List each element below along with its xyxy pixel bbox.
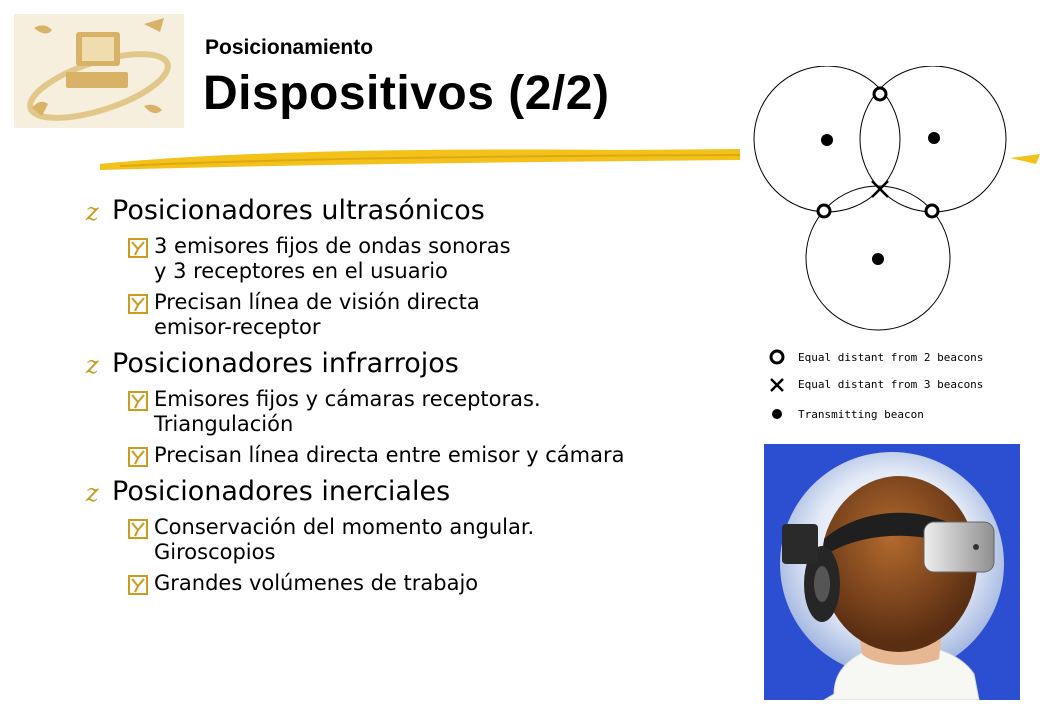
equidistant-2-circle [818, 205, 830, 217]
sub-bullet-line: Conservación del momento angular. [154, 515, 535, 539]
bullet-list [86, 194, 766, 596]
bullet-infrared [86, 347, 766, 381]
checkbox-marker-icon [128, 575, 148, 595]
beacon-diagram [748, 66, 1040, 436]
slide-title: Dispositivos (2/2) [203, 67, 610, 120]
sub-bullet [86, 290, 766, 340]
sub-bullet [86, 387, 766, 437]
bullet-inertial [86, 475, 766, 509]
checkbox-marker-icon [128, 238, 148, 258]
sub-bullet-line: emisor-receptor [154, 315, 321, 339]
legend-label: Equal distant from 3 beacons [798, 378, 984, 391]
legend-label: Equal distant from 2 beacons [798, 351, 984, 364]
bullet-text: Posicionadores infrarrojos [112, 348, 459, 379]
sub-bullet-line: Emisores fijos y cámaras receptoras. [154, 387, 541, 411]
sub-bullet-line: 3 emisores fijos de ondas sonoras [154, 234, 511, 258]
sub-bullet-line: Giroscopios [154, 540, 276, 564]
transmitting-beacon-dot [928, 132, 940, 144]
transmitting-beacon-dot [872, 253, 884, 265]
legend-cross-icon [771, 379, 783, 391]
bullet-ultrasonic [86, 194, 766, 228]
legend-label: Transmitting beacon [798, 408, 924, 421]
bullet-text: Posicionadores ultrasónicos [112, 195, 485, 226]
sub-bullet-line: Grandes volúmenes de trabajo [154, 571, 479, 595]
sub-bullet-line: y 3 receptores en el usuario [154, 259, 448, 283]
sub-bullet [86, 571, 766, 596]
legend-dot-icon [772, 409, 782, 419]
sub-bullet [86, 234, 766, 284]
sub-bullet-line: Precisan línea de visión directa [154, 290, 480, 314]
checkbox-marker-icon [128, 519, 148, 539]
logo [14, 14, 184, 128]
equidistant-2-circle [926, 205, 938, 217]
sub-bullet [86, 443, 766, 468]
legend-circle-icon [771, 351, 783, 363]
sub-bullet-line: Triangulación [154, 412, 294, 436]
head-tracker-photo [764, 444, 1020, 700]
checkbox-marker-icon [128, 447, 148, 467]
bullet-text: Posicionadores inerciales [112, 476, 451, 507]
sub-bullet [86, 515, 766, 565]
slide-subtitle: Posicionamiento [205, 36, 374, 59]
bullet-marker-icon: z [86, 198, 99, 226]
checkbox-marker-icon [128, 294, 148, 314]
equidistant-2-circle [874, 88, 886, 100]
transmitting-beacon-dot [821, 134, 833, 146]
bullet-marker-icon: z [86, 479, 99, 507]
checkbox-marker-icon [128, 391, 148, 411]
sub-bullet-line: Precisan línea directa entre emisor y cámara [154, 443, 625, 467]
equidistant-3-cross [872, 181, 888, 197]
bullet-marker-icon: z [86, 351, 99, 379]
